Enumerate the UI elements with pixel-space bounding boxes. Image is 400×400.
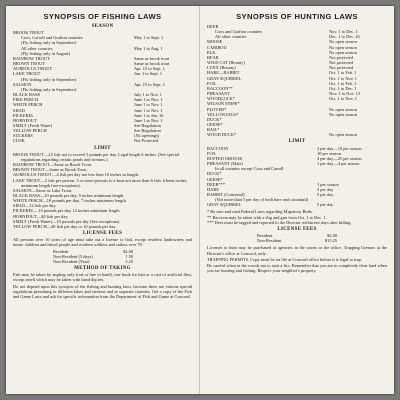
row-value: June 1 to Nov. 1 [134, 107, 163, 113]
row-value: Oct. 1 to Feb. 1 [329, 80, 357, 86]
section-heading: METHOD OF TAKING [74, 266, 131, 272]
paragraph: * Be sure and read Federal Laws regarding Migratory Birds. [207, 209, 314, 215]
fishing-fees-table [53, 249, 133, 264]
row-label: All other counties [21, 45, 53, 51]
row-value: 5 per day [317, 192, 334, 197]
row-label: Resident [53, 248, 69, 254]
row-label: SUCKERS [13, 133, 33, 139]
row-label: BLACK BASS [13, 92, 40, 98]
paragraph: LAKE TROUT—2 fish per person, 3 or more persons to a boat not more than 6 fish, fifteen inches minimum length (see exceptions). [13, 177, 187, 188]
row-label: (Fly fishing only in September) [21, 40, 77, 46]
row-label: DEER [207, 24, 219, 29]
paragraph: HORNPOUT—40 fish per day. [13, 213, 69, 219]
row-label: GRAY SQUIRREL [207, 75, 242, 81]
row-label: BROWN TROUT [13, 61, 45, 67]
row-label: RAINBOW TROUT [13, 55, 50, 61]
row-label: Non-Resident (5 days) [53, 253, 93, 259]
table-row [207, 202, 387, 207]
row-label: HARE [207, 186, 219, 192]
fees-intro: All persons over 16 years of age must take out a license to fish, except resident landowners and minor children and blood people and resident soldiers and sailors over 70. [13, 237, 192, 248]
row-label: WHITE PERCH [13, 102, 43, 108]
row-value: Oct. 1 to Nov. 1 [329, 75, 358, 81]
row-value: No open season [329, 111, 357, 117]
section-heading: LIMIT [94, 145, 111, 151]
row-value: $2.00 [327, 233, 337, 239]
row-label: DUCK* [207, 116, 222, 122]
row-label: HORNPOUT [13, 117, 37, 123]
row-label: HARE—RABBIT [207, 70, 240, 76]
row-label: SALMON [13, 81, 32, 87]
section-heading: LICENSE FEES [82, 231, 123, 237]
row-label: FOX [207, 80, 216, 86]
paragraph: YELLOW PERCH—40 fish per day or 10 pounds per day. [13, 223, 117, 229]
row-value: No open season [329, 49, 357, 55]
paragraph: BROWN TROUT—Same as Brook Trout. [13, 167, 88, 173]
page-title: SYNOPSIS OF HUNTING LAWS [236, 12, 358, 21]
fishing-limit-list [13, 152, 192, 229]
paragraph: PICKEREL—10 pounds per day, 12 inches minimum length. [13, 208, 121, 214]
row-value: Not Protected [134, 138, 159, 144]
paragraph: Fish may be taken by angling only (rod or line in hand), one hook for bait or a cast of artificial flies, except smelt which may be taken with hand dip net. [13, 272, 192, 283]
row-label: RACCOON [207, 145, 229, 151]
row-value: 1.50 [125, 253, 133, 259]
row-value: 4 per day—25 per season [317, 155, 362, 161]
row-value: 5 per day [317, 202, 334, 208]
row-label: Resident [257, 233, 273, 239]
footnotes [207, 209, 387, 224]
row-label: AUREOLUS TROUT [13, 66, 53, 72]
row-label: DEER*** [207, 181, 226, 187]
fishing-season-list [13, 30, 192, 143]
table-row [257, 238, 337, 243]
row-value: $15.25 [324, 238, 337, 244]
paragraph: RAINBOW TROUT—Same as Brook Trout. [13, 162, 93, 168]
row-label: RAIL* [207, 127, 220, 133]
row-label: PICKEREL [13, 112, 34, 118]
row-label: BROOK TROUT [13, 30, 45, 36]
paragraph: SALMON—Same as Lake Trout. [13, 187, 73, 193]
row-label: GRAY SQUIRREL [207, 202, 242, 208]
fishing-laws-page [6, 6, 200, 394]
row-label: FOX [207, 150, 216, 156]
row-value: May 1 to Sept. 1 [134, 35, 164, 41]
row-value: June 1 to Nov. 1 [134, 97, 163, 103]
row-value: Not protected [329, 65, 354, 71]
row-label: WILD CAT (Bounty) [207, 60, 245, 66]
row-label: (Fly fishing only in August) [21, 50, 71, 56]
row-value: June 1 to Nov. 1 [134, 117, 163, 123]
booklet-spread [6, 6, 394, 394]
paragraph: BROOK TROUT—25 fish not to exceed 5 pounds per day. Legal length 6 inches. (See special regulations regarding certain ponds and streams.) [13, 151, 180, 162]
row-label: GEESE* [207, 121, 223, 127]
paragraph: TRAPPING PERMITS. Copy must be on file at Concord office before it is legal to trap. [207, 256, 362, 262]
paragraph: *** Deer must be tagged and reported to the Director within ten days after killing. [207, 219, 352, 225]
row-label: SMELT (Fresh Water) [13, 122, 53, 128]
row-value: (No openings) [134, 133, 160, 139]
paragraph: Licenses to hunt may be purchased at agencies in the towns or the office. Trapping licenses at the Director's office at Concord, only. [207, 245, 387, 256]
row-label: WILSON SNIPE* [207, 101, 240, 107]
row-label: RACCOON** [207, 85, 233, 91]
row-value: Nov. 1 to Nov. 15 [329, 91, 361, 97]
row-label: LAKE TROUT [13, 71, 41, 77]
row-label: PHEASANT [207, 91, 230, 97]
row-label: ELK [207, 49, 216, 55]
row-value: Apr. 15 to Sept. 1 [134, 81, 165, 87]
section-heading: LICENSE FEES [277, 226, 317, 232]
row-value: Not protected [329, 54, 354, 60]
row-value: Oct. 1 to Dec. 1 [329, 85, 357, 91]
row-value: Nov. 1 to Dec. 1 [329, 29, 358, 35]
row-label: Coos and Grafton counties [215, 29, 262, 35]
hunting-fees-table [257, 233, 337, 243]
row-label: (Not more than 5 per day of both hare and cottontail) [215, 197, 309, 203]
row-value: Same as brook trout [134, 55, 170, 61]
row-value: 1 per season [317, 181, 339, 187]
page-title: SYNOPSIS OF FISHING LAWS [43, 12, 162, 21]
row-label: CARIBOU [207, 44, 227, 50]
row-value: Not protected [329, 60, 354, 66]
row-label: CUSK [13, 138, 25, 144]
row-label: All other counties [215, 34, 247, 40]
paragraph: ** Raccoon may be taken with a dog and gun from Oct. 1 to Dec. 1. [207, 214, 327, 220]
paragraph: Do not depend upon this synopsis of the fishing and hunting laws, because there are various special regulations pertaining to different lakes and streams and to separate counties. Get a copy of the Fish and Game Laws and ask for specific information from the Department of Fish and Game at Concord. [13, 283, 192, 299]
table-row [13, 138, 192, 143]
row-label: MOOSE [207, 39, 223, 45]
row-label: Coos, Carroll and Grafton counties [21, 35, 83, 41]
row-value: Dec. 1 to Dec. 16 [329, 34, 360, 40]
row-label: RABBIT (Cottontail) [207, 192, 245, 197]
hunting-limit-list [207, 146, 387, 208]
row-value: Same as brook trout [134, 61, 170, 67]
row-value: $2.00 [123, 248, 133, 254]
paragraph: SHAD—12 fish per day. [13, 203, 57, 209]
row-label: YELLOW PERCH [13, 128, 47, 134]
row-value: No open season [329, 39, 357, 45]
row-label: WOODCOCK* [207, 96, 236, 102]
row-label: SHAD [13, 107, 25, 113]
row-value: No open season [329, 106, 357, 112]
row-label: (Fly fishing only in September) [21, 86, 77, 92]
row-label: PHEASANT (Male) [207, 161, 243, 167]
row-value: See Regulation [134, 128, 161, 134]
row-value: July 1 to Nov. 1 [134, 92, 162, 98]
row-value: 5.25 [125, 258, 133, 264]
row-value: Jan. 1 to Sept. 1 [134, 71, 163, 77]
row-label: YELLOWLEGS* [207, 111, 239, 117]
row-label: BEAR [207, 54, 219, 60]
table-row [207, 132, 387, 137]
hunting-season-list [207, 24, 387, 137]
row-label: PIKE PERCH [13, 97, 39, 103]
row-value: See Regulation [134, 122, 161, 128]
section-heading: SEASON [91, 24, 114, 29]
hunting-laws-page [200, 6, 394, 394]
row-value: 3 per day—10 per season [317, 145, 362, 151]
row-value: Oct. 1 to Feb. 1 [329, 70, 357, 76]
paragraph: BLACK BASS—10 pounds per day, 9 inches minimum length. [13, 193, 125, 198]
paragraph: AUREOLUS TROUT—4 fish per day not less than 10 inches in length. [13, 172, 140, 178]
row-label: Non-Resident [257, 238, 282, 244]
row-value: Apr. 15 to Sept. 1 [134, 66, 165, 72]
row-value: No open season [329, 44, 357, 50]
table-row [53, 259, 133, 264]
row-label: Non-Resident (Year) [53, 258, 90, 264]
method-text [13, 272, 192, 299]
row-value: Oct. 1 to Nov. 1 [329, 96, 358, 102]
row-label: RUFFED GROUSE [207, 155, 243, 161]
row-value: May 1 to Aug. 1 [134, 45, 163, 51]
paragraph: SMELT (Fresh Water)—10 pounds per day (See exceptions). [13, 218, 121, 224]
row-label: GEESE* [207, 176, 223, 182]
row-value: No open season [329, 132, 357, 138]
row-value: 10 per season [317, 150, 341, 156]
row-label: PLOVER* [207, 106, 227, 112]
paragraph: WHITE PERCH—10 pounds per day, 7 inches minimum length. [13, 198, 127, 204]
closing-text [207, 245, 387, 273]
row-value: June 1 to Jan. 16 [134, 112, 164, 118]
paragraph: Be careful when in the woods not to start a fire. Remember that you are to completely clear land when you are hunting and fishing. Respect your neighbor's property. [207, 262, 387, 274]
row-value: 1 per day—4 per season [317, 161, 360, 167]
row-value: 5 per day [317, 186, 334, 192]
row-label: WOOD DUCK* [207, 132, 237, 138]
row-value: June 1 to Nov. 1 [134, 102, 163, 108]
section-heading: LIMIT [288, 139, 306, 145]
row-label: In all counties except Coos and Carroll [215, 166, 284, 172]
row-label: (Fly fishing only in September) [21, 76, 77, 82]
row-label: DUCK* [207, 171, 222, 177]
row-label: LYNX (Bounty) [207, 65, 236, 71]
